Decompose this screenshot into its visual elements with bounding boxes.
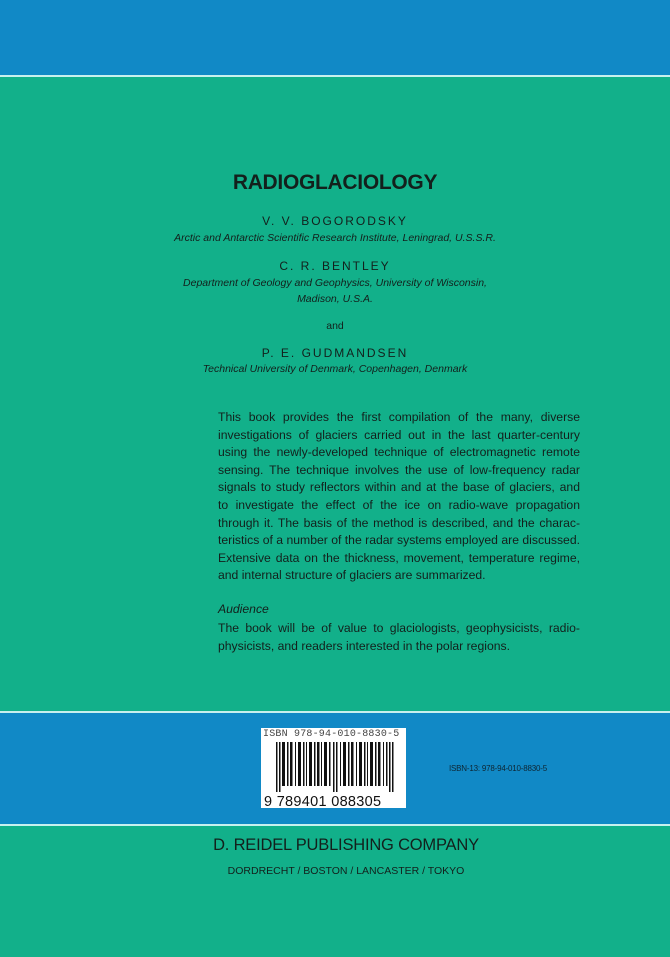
conjunction: and [326, 320, 344, 332]
publisher-name: D. REIDEL PUBLISHING COMPANY [213, 836, 479, 854]
audience-line: physicists, and readers interested in the polar regions. [218, 638, 510, 653]
author-affiliation: Department of Geology and Geophysics, University of Wisconsin, [183, 277, 487, 289]
book-description [218, 409, 580, 585]
author-name: C. R. BENTLEY [279, 259, 391, 273]
description-line: sensing. The technique involves the use of low-frequency radar [218, 462, 580, 477]
description-line: teristics of a number of the radar systems employed are discussed. [218, 533, 580, 548]
barcode-isbn-label: ISBN 978-94-010-8830-5 [263, 729, 400, 740]
barcode-digits: 9 789401 088305 [264, 794, 382, 810]
description-line: Extensive data on the thickness, movement, temperature regime, [218, 550, 580, 565]
description-line: This book provides the first compilation of the many, diverse [218, 410, 580, 424]
description-line: and internal structure of glaciers are summarized. [218, 568, 486, 583]
author-name: V. V. BOGORODSKY [262, 214, 408, 228]
isbn-barcode [261, 728, 406, 808]
author-name: P. E. GUDMANDSEN [261, 346, 409, 360]
barcode-bars-icon [276, 742, 394, 792]
author-affiliation: Arctic and Antarctic Scientific Research Institute, Leningrad, U.S.S.R. [174, 232, 496, 244]
author-affiliation: Technical University of Denmark, Copenhagen, Denmark [202, 363, 468, 375]
top-blue-band [0, 0, 670, 75]
audience-heading: Audience [218, 602, 269, 616]
author-affiliation: Madison, U.S.A. [297, 293, 373, 305]
divider-line [0, 75, 670, 77]
book-title: RADIOGLACIOLOGY [232, 171, 438, 194]
description-line: signals to study reflectors within and at the base of glaciers, and [218, 480, 580, 495]
divider-line [0, 824, 670, 826]
isbn13-text: ISBN-13: 978-94-010-8830-5 [449, 764, 547, 773]
audience-line: The book will be of value to glaciologists, geophysicists, radio- [218, 621, 580, 635]
audience-text [218, 620, 580, 655]
description-line: investigations of glaciers carried out in the last quarter-century [218, 427, 580, 442]
description-line: through it. The basis of the method is described, and the charac- [218, 515, 580, 530]
description-line: to investigate the effect of the ice on radio-wave propagation [218, 497, 580, 512]
description-line: using the newly-developed technique of electromagnetic remote [218, 445, 580, 460]
publisher-cities: DORDRECHT / BOSTON / LANCASTER / TOKYO [227, 865, 465, 877]
